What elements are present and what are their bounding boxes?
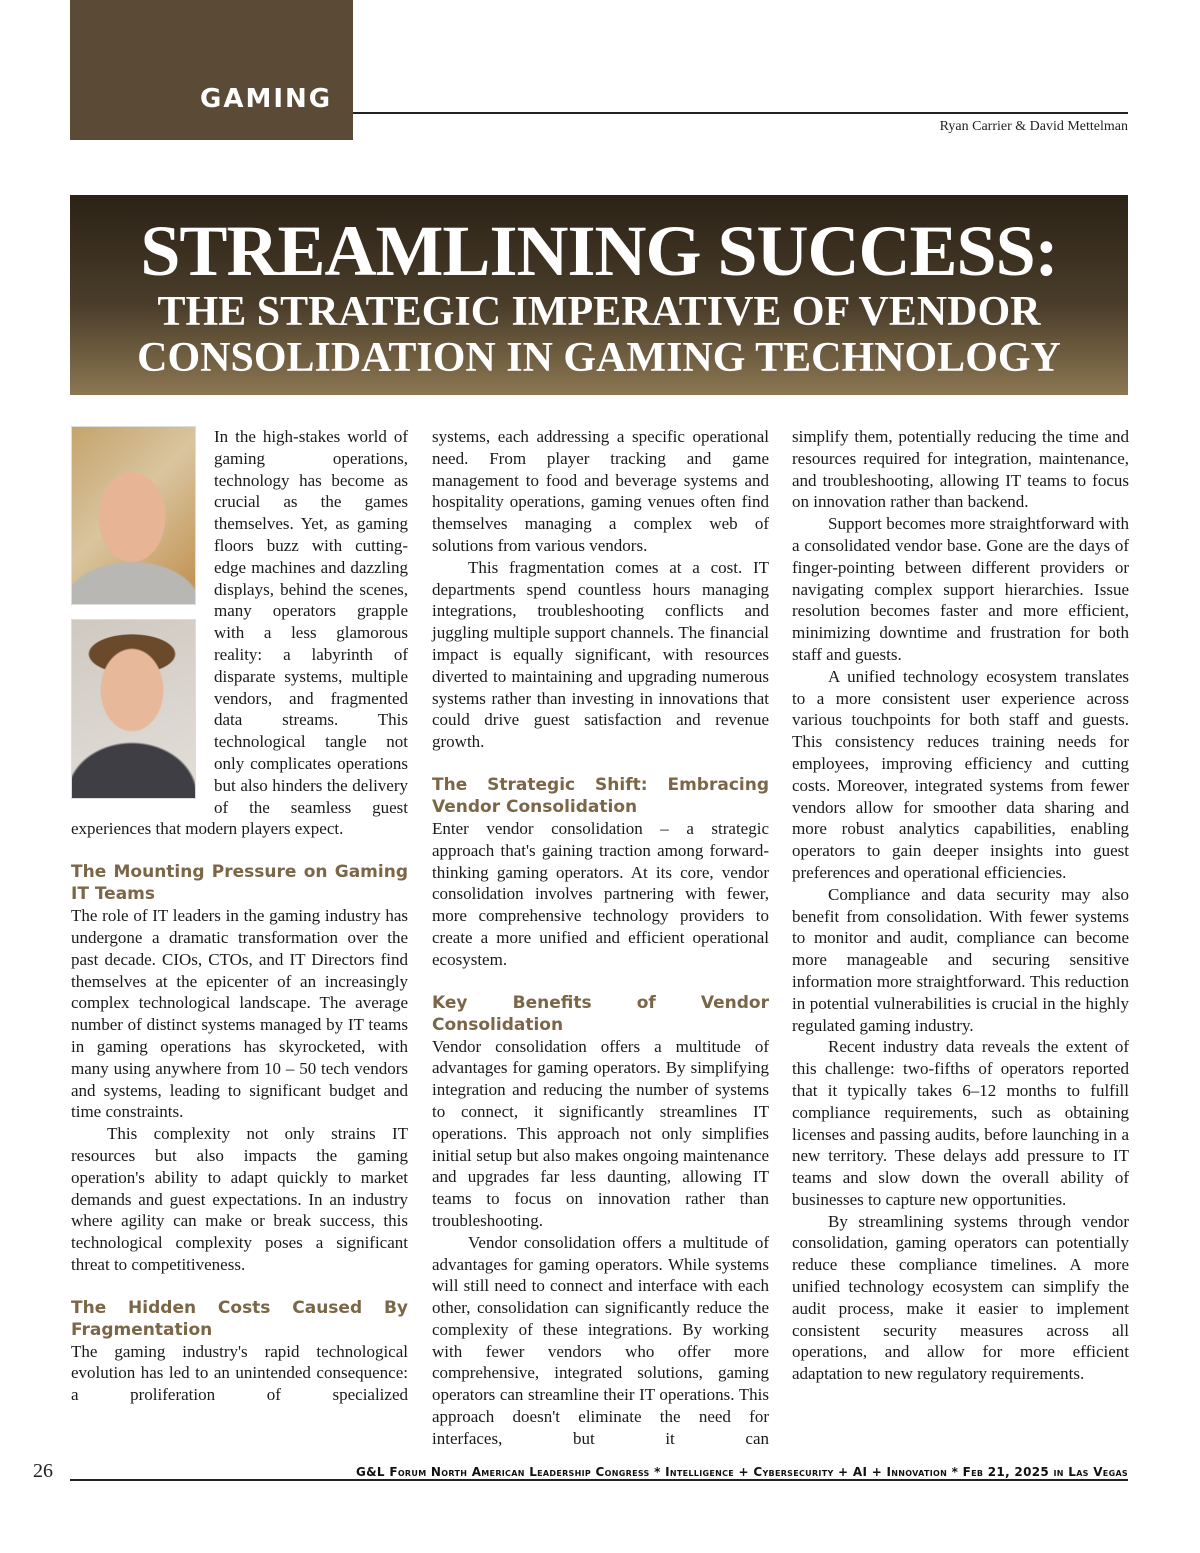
article-subtitle (70, 289, 1128, 381)
paragraph: Support becomes more straightforward with a consolidated vendor base. Gone are the days of finger-pointing between different providers or navigating complex support hierarchies. Issue resolution becomes faster and more efficient, minimizing downtime and frustration for both staff and guests. (792, 514, 1129, 664)
paragraph: Vendor consolidation offers a multitude of advantages for gaming operators. By simplifying integration and reducing the number of systems to connect, it significantly streamlines IT operations. This approach not only simplifies initial setup but also makes ongoing maintenance and upgrades far less daunting, allowing IT teams to focus on innovation rather than troubleshooting. (432, 1036, 769, 1230)
section-heading: Key Benefits of Vendor Consolidation (432, 992, 769, 1035)
page-number: 26 (33, 1460, 53, 1482)
author-photo-2 (71, 619, 196, 799)
paragraph: A unified technology ecosystem translates to a more consistent user experience across various touchpoints for both staff and guests. This consistency reduces training needs for employees, improving efficiency and cutting costs. Moreover, integrated systems from fewer vendors allow for smoother data sharing and more robust analytics capabilities, enabling operators to gain deeper insights into guest preferences and operational efficiencies. (792, 666, 1129, 882)
section-heading: The Hidden Costs Caused By Fragmentation (71, 1297, 408, 1340)
author-byline: Ryan Carrier & David Mettelman (939, 119, 1128, 134)
article-title: STREAMLINING SUCCESS: (140, 211, 1058, 291)
paragraph: By streamlining systems through vendor consolidation, gaming operators can potentially reduce these compliance timelines. A more unified technology ecosystem can simplify the audit process, make it easier to implement consistent security measures across all operations, and allow for more efficient adaptation to new regulatory requirements. (792, 1211, 1129, 1384)
footer-text: G&L Forum North American Leadership Congress * Intelligence + Cybersecurity + AI + Innovation * Feb 21, 2025 in Las Vegas (356, 1465, 1128, 1479)
section-heading: The Strategic Shift: Embracing Vendor Consolidation (432, 774, 769, 817)
paragraph: The gaming industry's rapid technological evolution has led to an unintended consequence: a proliferation of specialized (71, 1341, 408, 1405)
paragraph: The role of IT leaders in the gaming industry has undergone a dramatic transformation over the past decade. CIOs, CTOs, and IT Directors find themselves at the epicenter of an increasingly complex technological landscape. The average number of distinct systems managed by IT teams in gaming operations has skyrocketed, with many using anywhere from 10 – 50 tech vendors and systems, leading to significant budget and time constraints. (71, 906, 408, 1122)
paragraph: Recent industry data reveals the extent of this challenge: two-fifths of operators reported that it typically takes 6–12 months to fulfill compliance requirements, such as obtaining licenses and passing audits, before launching in a new territory. These delays add pressure to IT teams and slow down the overall ability of businesses to capture new opportunities. (792, 1037, 1129, 1209)
section-tab (70, 0, 353, 140)
paragraph: Compliance and data security may also benefit from consolidation. With fewer systems to monitor and audit, compliance can become more manageable and securing sensitive information more straightforward. This reduction in potential vulnerabilities is crucial in the highly regulated gaming industry. (792, 884, 1129, 1035)
paragraph: systems, each addressing a specific operational need. From player tracking and game management to food and beverage systems and hospitality operations, gaming venues often find themselves managing a complex web of solutions from various vendors. (432, 427, 769, 555)
author-photo-1 (71, 426, 196, 605)
subtitle-line-2: CONSOLIDATION IN GAMING TECHNOLOGY (137, 335, 1061, 381)
paragraph: This complexity not only strains IT resources but also impacts the gaming operation's ability to adapt quickly to market demands and guest expectations. In an industry where agility can make or break success, this technological complexity poses a significant threat to competitiveness. (71, 1124, 408, 1274)
paragraph: Vendor consolidation offers a multitude of advantages for gaming operators. While systems will still need to connect and interface with each other, consolidation can significantly reduce the complexity of these integrations. By working with fewer vendors who offer more comprehensive, integrated solutions, gaming operators can streamline their IT operations. This approach doesn't eliminate the need for interfaces, but it can (432, 1232, 769, 1448)
footer-rule (70, 1479, 1128, 1481)
column-2 (432, 426, 769, 1450)
paragraph: simplify them, potentially reducing the time and resources required for integration, maintenance, and troubleshooting, allowing IT teams to focus on innovation rather than backend. (792, 427, 1129, 512)
section-heading: The Mounting Pressure on Gaming IT Teams (71, 862, 408, 905)
title-banner (70, 195, 1128, 395)
column-1 (71, 426, 408, 1406)
paragraph: In the high-stakes world of gaming operations, technology has become as crucial as the games themselves. Yet, as gaming floors buzz with cutting-edge machines and dazzling displays, behind the scenes, many operators grapple with a less glamorous reality: a labyrinth of disparate systems, multiple vendors, and fragmented data streams. This technological tangle not only complicates operations but also hinders the delivery of the seamless guest experiences that modern players expect. (71, 427, 408, 839)
subtitle-line-1: THE STRATEGIC IMPERATIVE OF VENDOR (157, 289, 1041, 335)
paragraph: This fragmentation comes at a cost. IT departments spend countless hours managing integrations, troubleshooting conflicts and juggling multiple support channels. The financial impact is equally significant, with resources diverted to maintaining and upgrading numerous systems rather than investing in innovations that could drive guest satisfaction and revenue growth. (432, 557, 769, 752)
header-rule (353, 112, 1128, 114)
column-3 (792, 426, 1129, 1385)
paragraph: Enter vendor consolidation – a strategic approach that's gaining traction among forward-thinking gaming operators. At its core, vendor consolidation involves partnering with fewer, more comprehensive technology providers to create a more unified and efficient operational ecosystem. (432, 818, 769, 969)
section-label: GAMING (200, 84, 333, 114)
